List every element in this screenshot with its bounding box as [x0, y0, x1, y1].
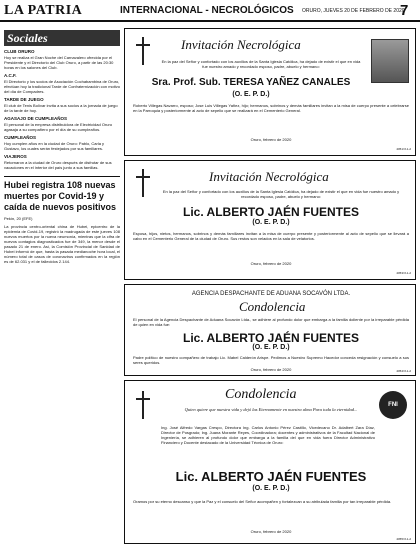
notice-body: Roberto Villegas Navarro, esposo; Jose Luis Villegas Yañez, hijo; hermanos, sobrinos y demás familiares invitan a la misa de cuerpo presente a celebrarse en la Parroquia y posteriormente al acto de sepelio que se realizará en el Cementerio General.	[133, 103, 409, 113]
dateline: ORURO, JUEVES 20 DE FEBRERO DE 2020	[302, 8, 405, 14]
sociales-text: Hoy cumplen años en la ciudad de Oruro: Pablo, Carla y Gustavo, los cuales serán festejados por sus familiares.	[4, 141, 105, 151]
cross-icon	[133, 169, 155, 197]
oepd-label: (O. E. P. D.)	[252, 219, 290, 226]
newspaper-brand: LA PATRIA	[4, 3, 83, 18]
sociales-block	[4, 154, 120, 170]
oepd-label: (O. E. P. D.)	[232, 91, 270, 98]
left-column	[4, 30, 120, 542]
notice-code: 4053/rf-1-2	[396, 271, 411, 275]
sociales-banner: Sociales	[4, 30, 120, 46]
notice-lead: Ing. José Alfredo Vargas Crespo, Directora Ing. Carlos Antonio Pérez Castillo, Vicedecano Dr. Adalbert Zara Díaz, Director de Posgrado; Ing. Juana Morante Reyes, Coordinadora; docentes y administrativos de la Facultad Nacional de Ingeniería, se adhieren al profundo dolor que embarga a la familia del que en vida fuera Director Administrativo Financiero y Docente destacado de la Universidad Técnica de Oruro:	[161, 425, 375, 445]
deceased-photo	[371, 39, 409, 83]
sociales-text: El club de Tenis Bolívar invita a sus socios a la jornada de juego de la tarde de hoy.	[4, 103, 118, 113]
sociales-block	[4, 135, 120, 151]
sociales-head: CLUB ORURO	[4, 49, 35, 54]
notice-body: Oramos por su eterno descanso y que la Paz y el consuelo del Señor acompañen y fortalezcan a su atribulada familia por tan irreparable pérdida.	[133, 499, 392, 504]
condolence-notice-1	[124, 284, 416, 376]
notice-body: Esposa, hijos, nietos, hermanos, sobrinos y demás familiares invitan a la misa de cuerpo presente y posteriormente al acto de sepelio que se llevará a cabo en el Cementerio General de la ciudad de Oruro. Sus restos son velados en la sala de velatorios.	[133, 231, 409, 241]
sociales-block	[4, 49, 120, 70]
deceased-name: Lic. ALBERTO JAÉN FUENTES	[182, 331, 360, 345]
sociales-block	[4, 73, 120, 94]
sociales-head: VIAJEROS	[4, 154, 27, 159]
notice-title: Invitación Necrológica	[181, 37, 301, 52]
notice-signature: Oruro, febrero de 2020	[250, 529, 292, 534]
sociales-head: AGASAJO DE CUMPLEAÑOS	[4, 116, 68, 121]
notice-code: 4054/rf-1-2	[396, 369, 411, 373]
sociales-head: TARDE DE JUEGO	[4, 97, 44, 102]
oepd-label: (O. E. P. D.)	[252, 485, 290, 492]
deceased-name: Sra. Prof. Sub. TERESA YAÑEZ CANALES	[151, 77, 351, 88]
sociales-head: A.C.F.	[4, 73, 17, 78]
sociales-head: CUMPLEAÑOS	[4, 135, 37, 140]
sociales-text: El personal de la empresa distribuidora de Electricidad Oruro agasaja a su compañero por el día de su cumpleaños.	[4, 122, 113, 132]
covid-article-body: La provincia centro-oriental china de Hubei, epicentro de la epidemia de Covid-19, registró la madrugada de este jueves 108 nuevos muertos por la nueva neumonía, mientras que la cifra de nuevos contagios diagnosticados fue de 349, la menor desde el pasado 21 de enero. Así, la Comisión Provincial de Sanidad de Hubei informó de que, hasta la pasada medianoche hora local, el número total de casos de coronavirus confirmados en la región es de 62.031 y el de fallecidos 2.144.	[4, 224, 120, 264]
notice-lead: En la paz del Señor y confortado con los auxilios de la Santa Iglesia Católica, ha dejado de existir el que en vida fue nuestro amado y recordado esposo, padre, abuelo y hermano:	[162, 189, 400, 199]
page-number: 7	[400, 2, 409, 19]
necrology-notice-2	[124, 160, 416, 280]
notice-code: 4055/rf-1-2	[396, 537, 411, 541]
notice-lead: En la paz del Señor y confortado con los auxilios de la Santa Iglesia Católica, ha dejado de existir el que en vida fue nuestro amado y recordado esposo, padre, abuelo y hermano:	[161, 59, 361, 69]
notice-signature: Oruro, febrero de 2020	[250, 367, 292, 372]
covid-headline: Hubei registra 108 nuevas muertes por Covid-19 y caída de nuevos positivos	[4, 176, 120, 213]
page-header	[0, 0, 420, 22]
agency-name: AGENCIA DESPACHANTE DE ADUANA SOCAVÓN LTDA.	[191, 291, 351, 297]
cross-icon	[133, 391, 155, 419]
notice-lead: El personal de la Agencia Despachante de Aduana Socavón Ltda., se adhiere al profundo dolor que embarga a la familia doliente por la irreparable pérdida de quien en vida fue:	[133, 317, 409, 327]
notice-quote: Quien quiere que nuestra vida y dejó las Eternamente en nuestra alma Para toda la eternidad...	[184, 407, 358, 412]
sociales-text: Hoy se realiza el Gran Noche del Carnavalero ofrecida por el Presidente y el Directorio del Club Oruro, a partir de las 20:30 horas en los salones del Club.	[4, 55, 114, 70]
section-title: INTERNACIONAL - NECROLÓGICOS	[120, 5, 294, 16]
notice-body: Padre político de nuestro compañero de trabajo Lic. Mabel Calderón Arispe. Pedimos a Nuestro Supremo Hacedor conceda resignación y consuelo a sus seres queridos.	[133, 355, 409, 365]
covid-dateline: Pekín, 20 (EFE)	[4, 216, 33, 221]
sociales-text: Retornaron a la ciudad de Oruro después de disfrutar de sus vacaciones en el interior del país junto a sus familias.	[4, 160, 112, 170]
deceased-name: Lic. ALBERTO JAÉN FUENTES	[175, 469, 367, 484]
cross-icon	[133, 37, 155, 65]
condolence-notice-2	[124, 380, 416, 544]
necrology-notice-1	[124, 28, 416, 156]
notice-title: Condolencia	[225, 387, 297, 402]
notice-title: Invitación Necrológica	[209, 169, 329, 184]
notice-title: Condolencia	[239, 299, 306, 314]
sociales-block	[4, 116, 120, 132]
notice-code: 4051/rf-1-2	[396, 147, 411, 151]
notice-signature: Oruro, febrero de 2020	[250, 137, 292, 142]
sociales-block	[4, 97, 120, 113]
oepd-label: (O. E. P. D.)	[252, 344, 290, 351]
sociales-text: El Directorio y los socios de Asociación Cochabambina de Oruro, efectúan hoy la tradicional Tarde de Confraternización con motivo del día de Compadres.	[4, 79, 120, 94]
faculty-logo: FNI	[379, 391, 407, 419]
deceased-name: Lic. ALBERTO JAÉN FUENTES	[182, 205, 360, 219]
notice-signature: Oruro, febrero de 2020	[250, 261, 292, 266]
